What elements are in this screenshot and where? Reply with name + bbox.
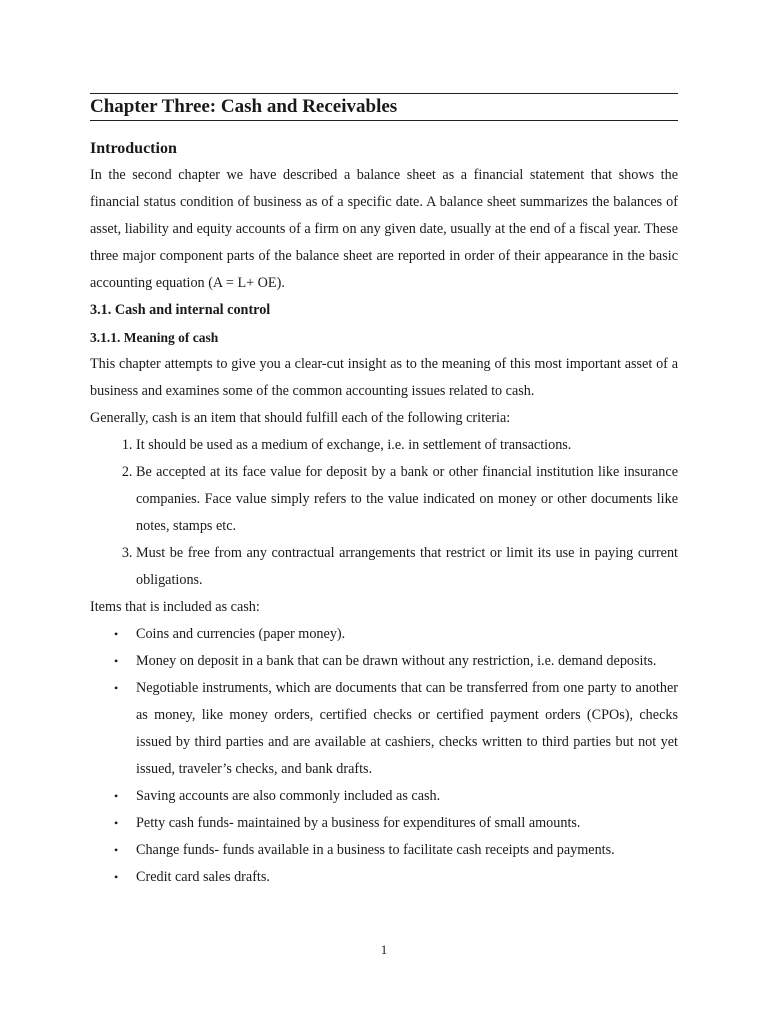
cash-item-text: Change funds- funds available in a business to facilitate cash receipts and payments.: [136, 842, 615, 858]
cash-item-text: Saving accounts are also commonly included as cash.: [136, 788, 441, 804]
cash-item-text: Coins and currencies (paper money).: [136, 626, 346, 642]
cash-item-text: Credit card sales drafts.: [136, 869, 270, 885]
chapter-title: Chapter Three: Cash and Receivables: [90, 96, 398, 117]
criteria-item: 3. Must be free from any contractual arrangements that restrict or limit its use in paying current obligations.: [136, 540, 678, 594]
introduction-paragraph: In the second chapter we have described a balance sheet as a financial statement that shows the financial status condition of business as of a specific date. A balance sheet summarizes the balances of asset, liability and equity accounts of a firm on any given date, usually at the end of a fiscal year. These three major component parts of the balance sheet are reported in order of their appearance in the basic accounting equation (A = L+ OE).: [90, 167, 678, 291]
criteria-item: 2. Be accepted at its face value for deposit by a bank or other financial institution like insurance companies. Face value simply refers to the value indicated on money or other documents like notes, stamps etc.: [136, 459, 678, 540]
criteria-intro: Generally, cash is an item that should fulfill each of the following criteria:: [90, 410, 511, 426]
cash-item: [114, 675, 678, 783]
cash-item: [114, 810, 678, 837]
cash-item: [114, 864, 678, 891]
page-number: 1: [380, 942, 388, 957]
bullet-icon: •: [114, 816, 119, 830]
subsection-heading: 3.1.1. Meaning of cash: [90, 330, 219, 345]
items-intro: Items that is included as cash:: [90, 599, 260, 615]
cash-item-text: Negotiable instruments, which are documents that can be transferred from one party to another as money, like money orders, certified checks or certified payment orders (CPOs), checks issued by third parties and are available at cashiers, checks written to third parties but not yet issued, traveler’s checks, and bank drafts.: [136, 680, 678, 777]
cash-item: [114, 621, 678, 648]
section-heading: 3.1. Cash and internal control: [90, 302, 271, 318]
bullet-icon: •: [114, 654, 119, 668]
chapter-top-rule: [90, 93, 678, 94]
cash-item: [114, 837, 678, 864]
page-content: [90, 135, 678, 891]
cash-item-text: Money on deposit in a bank that can be drawn without any restriction, i.e. demand deposits.: [136, 653, 657, 669]
bullet-icon: •: [114, 870, 119, 884]
introduction-heading: Introduction: [90, 140, 177, 157]
cash-item-text: Petty cash funds- maintained by a business for expenditures of small amounts.: [136, 815, 581, 831]
bullet-icon: •: [114, 789, 119, 803]
cash-item: [114, 783, 678, 810]
bullet-icon: •: [114, 681, 119, 695]
bullet-icon: •: [114, 627, 119, 641]
cash-items-list: [90, 621, 678, 891]
cash-item: [114, 648, 678, 675]
meaning-paragraph: This chapter attempts to give you a clear-cut insight as to the meaning of this most important asset of a business and examines some of the common accounting issues related to cash.: [90, 356, 678, 399]
bullet-icon: •: [114, 843, 119, 857]
criteria-item: 1. It should be used as a medium of exchange, i.e. in settlement of transactions.: [136, 432, 678, 459]
chapter-bottom-rule: [90, 120, 678, 121]
criteria-list: [90, 432, 678, 594]
